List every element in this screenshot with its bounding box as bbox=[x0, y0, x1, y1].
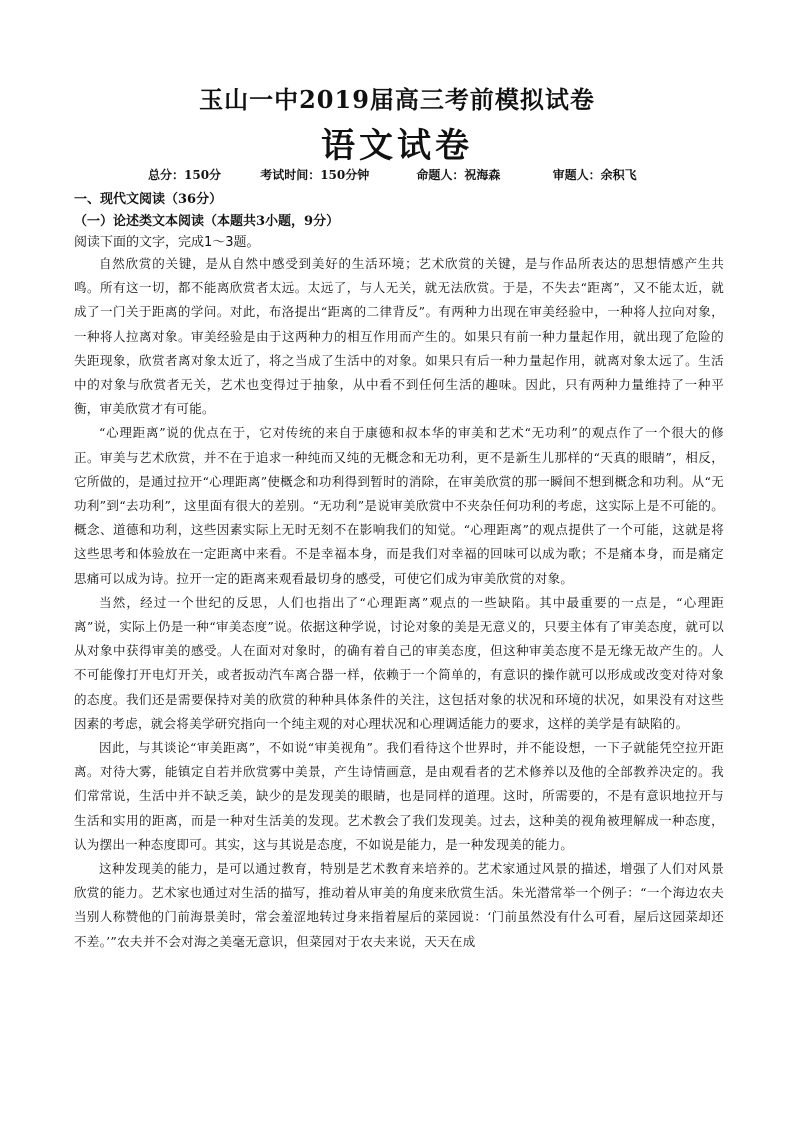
paragraph: 自然欣赏的关键，是从自然中感受到美好的生活环境；艺术欣赏的关键，是与作品所表达的思想情感产生共鸣。所有这一切，都不能离欣赏者太远。太远了，与人无关，就无法欣赏。于是，不失去“距离”，又不能太近，就成了一门关于距离的学问。对此，布洛提出“距离的二律背反”。有两种力出现在审美经验中，一种将人拉向对象，一种将人拉离对象。审美经验是由于这两种力的相互作用而产生的。如果只有前一种力量起作用，就出现了危险的失距现象，欣赏者离对象太近了，将之当成了生活中的对象。如果只有后一种力量起作用，就离对象太远了。生活中的对象与欣赏者无关，艺术也变得过于抽象，从中看不到任何生活的趣味。因此，只有两种力量维持了一种平衡，审美欣赏才有可能。 bbox=[74, 256, 724, 417]
paragraph: “心理距离”说的优点在于，它对传统的来自于康德和叔本华的审美和艺术“无功利”的观点作了一个很大的修正。审美与艺术欣赏，并不在于追求一种纯而又纯的无概念和无功利，更不是新生儿那样的“天真的眼睛”，相反，它所做的，是通过拉开“心理距离”使概念和功利得到暂时的消除，在审美欣赏的那一瞬间不想到概念和功利。从“无功利”到“去功利”，这里面有很大的差别。“无功利”是说审美欣赏中不夹杂任何功利的考虑，这实际上是不可能的。概念、道德和功利，这些因素实际上无时无刻不在影响我们的知觉。“心理距离”的观点提供了一个可能，这就是将这些思考和体验放在一定距离中来看。不是幸福本身，而是我们对幸福的回味可以成为歌；不是痛本身，而是痛定思痛可以成为诗。拉开一定的距离来观看最切身的感受，可使它们成为审美欣赏的对象。 bbox=[74, 425, 724, 586]
section-heading: 一、现代文阅读（36分） bbox=[74, 192, 223, 207]
reviewer: 审题人：余积飞 bbox=[552, 168, 637, 182]
exam-time: 考试时间：150分钟 bbox=[260, 168, 370, 182]
author: 命题人：祝海森 bbox=[416, 168, 501, 182]
subsection-heading: （一）论述类文本阅读（本题共3小题，9分） bbox=[74, 214, 340, 229]
paragraph: 因此，与其谈论“审美距离”，不如说“审美视角”。我们看待这个世界时，并不能设想，一下子就能凭空拉开距离。对待大雾，能镇定自若并欣赏雾中美景，产生诗情画意，是由观看者的艺术修养以及他的全部教养决定的。我们常常说，生活中并不缺乏美，缺少的是发现美的眼睛，也是同样的道理。这时，所需要的，不是有意识地拉开与生活和实用的距离，而是一种对生活美的发现。艺术教会了我们发现美。过去，这种美的视角被理解成一种态度，认为摆出一种态度即可。其实，这与其说是态度，不如说是能力，是一种发现美的能力。 bbox=[74, 740, 724, 852]
total-score: 总分：150分 bbox=[148, 168, 222, 182]
exam-info-line bbox=[148, 166, 708, 183]
subject-title: 语文试卷 bbox=[321, 126, 473, 166]
reading-passage bbox=[74, 252, 724, 954]
paragraph: 这种发现美的能力，是可以通过教育，特别是艺术教育来培养的。艺术家通过风景的描述，增强了人们对风景欣赏的能力。艺术家也通过对生活的描写，推动着从审美的角度来欣赏生活。朱光潜常举一个例子：“一个海边农夫当别人称赞他的门前海景美时，常会羞涩地转过身来指着屋后的菜园说：‘门前虽然没有什么可看，屋后这园菜却还不差。’”农夫并不会对海之美毫无意识，但菜园对于农夫来说，天天在成 bbox=[74, 861, 724, 949]
exam-title: 玉山一中2019届高三考前模拟试卷 bbox=[199, 85, 595, 114]
paragraph: 当然，经过一个世纪的反思，人们也指出了“心理距离”观点的一些缺陷。其中最重要的一点是，“心理距离”说，实际上仍是一种“审美态度”说。依据这种学说，讨论对象的美是无意义的，只要主体有了审美态度，就可以从对象中获得审美的感受。人在面对对象时，的确有着自己的审美态度，但这种审美态度不是无缘无故产生的。人不可能像打开电灯开关，或者扳动汽车离合器一样，依赖于一个简单的，有意识的操作就可以形成或改变对待对象的态度。我们还是需要保持对美的欣赏的种种具体条件的关注，这包括对象的状况和环境的状况，如果没有对这些因素的考虑，就会将美学研究指向一个纯主观的对心理状况和心理调适能力的要求，这样的美学是有缺陷的。 bbox=[74, 594, 724, 731]
reading-instruction: 阅读下面的文字，完成1～3题。 bbox=[74, 235, 260, 250]
